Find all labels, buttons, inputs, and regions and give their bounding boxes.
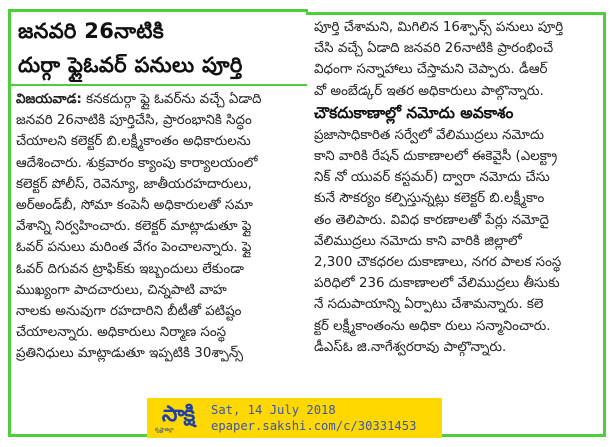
body-line: చేసి వచ్చే ఏడాది జనవరి 26నాటికి ప్రారంభించే (314, 41, 554, 57)
body-line: అర్అండ్‌బీ, సోమా కంపెనీ అధికారులతో సమా (16, 198, 253, 214)
body-line: వో అంబేడ్కర్ ఇతర అధికారులు పాల్గొన్నారు. (314, 83, 544, 99)
logo-wordmark: సాక్షి (161, 402, 195, 427)
epaper-source-badge (147, 398, 442, 438)
body-line: ఓవర్ పనులు మరింత వేగం పెంచాలన్నారు. ఫ్లై (16, 240, 252, 256)
body-line: వేశాన్ని నిర్వహించారు. కలెక్టర్ మాట్లాడుతూ ఫ్లై (16, 219, 252, 235)
body-line: జనవరి 26నాటికి పూర్తిచేసి, ప్రారంభానికి సిద్ధం (16, 113, 252, 129)
dateline: విజయవాడ: (16, 92, 82, 107)
logo-edition: కృష్ణాజిల్లా (155, 427, 174, 433)
body-line: 2,300 చౌకధరల దుకాణాలు, నగర పాలక సంస్థ (314, 255, 562, 271)
body-line: పరిధిలో 236 దుకాణాలలో వేలిముద్రలు తీసుకు (314, 276, 560, 292)
body-line: వేలిముద్రలు నమోదు కాని వారికి జిల్లాలో (314, 233, 522, 249)
epaper-url[interactable]: epaper.sakshi.com/c/30331453 (211, 419, 417, 433)
publication-date: Sat, 14 July 2018 (211, 403, 336, 417)
body-line: పూర్తి చేశామని, మిగిలిన 16శ్పాన్స్ పనులు పూర్తి (314, 20, 564, 35)
body-line: విధంగా సన్నాహాలు చేస్తామని చెప్పారు. డీఆర్ (314, 62, 548, 78)
body-line: తం తెలిపారు. వివిధ కారణాలతో పేర్లు నమోదై (314, 212, 549, 228)
body-line: నిక్ నో యువర్ కస్టమర్) ద్వారా నమోదు చేసు (314, 170, 550, 186)
body-line: క్టర్ లక్ష్మీకాంతంను అధికా రులు సన్మానించారు. (314, 318, 551, 334)
body-line: నే సదుపాయాన్ని ఏర్పాటు చేశామన్నారు. కలె (314, 297, 544, 313)
body-line: డీఎస్‌ఓ జి.నాగేశ్వరరావు పాల్గొన్నారు. (314, 339, 507, 355)
body-line: కలెక్టర్ పోలీస్, రెవెన్యూ, జాతీయరహదారులు, (16, 176, 252, 192)
body-line: విజయవాడ: కనకదుర్గా ఫ్లై ఓవర్‌ను వచ్చే ఏడాది (16, 92, 262, 107)
article-column-left (16, 89, 302, 365)
body-line: చేయాలని కలెక్టర్ బి.లక్ష్మీకాంతం అధికారులను (16, 134, 251, 150)
article-headline (18, 14, 303, 82)
body-line: నాలకు అనువుగా రహదారిని బీటీతో పటిష్టం (16, 304, 242, 320)
article-subheading: చౌకదుకాణాల్లో నమోదు అవకాశం (314, 103, 514, 122)
headline-line-2: దుర్గా ఫ్లైఓవర్ పనులు పూర్తి (18, 53, 243, 77)
body-line: చేయాలన్నారు. అధికారులు నిర్మాణ సంస్థ (16, 325, 227, 341)
body-line: కునే సౌకర్యం కల్పిస్తున్నట్లు కలెక్టర్ బి.లక్ష్మీకాం (314, 191, 545, 207)
body-line: ప్రజాసాధికారిత సర్వేలో వేలిముద్రలు నమోదు (314, 127, 545, 143)
headline-line-1: జనవరి 26నాటికి (18, 19, 165, 43)
body-line: కాని వారికి రేషన్ దుకాణాలలో ఈకెవైసీ (ఎలక్ట్రా (314, 149, 558, 165)
sakshi-logo (147, 398, 209, 438)
body-line: ప్రతినిధులు మాట్లాడుతూ ఇప్పటికి 30శ్పాన్స్ (16, 346, 244, 362)
source-info (209, 402, 416, 434)
headline-divider (11, 84, 307, 86)
article-column-right (314, 17, 600, 358)
body-line: ముఖ్యంగా పాదచారులు, చిన్నపాటి వాహ (16, 282, 227, 298)
body-line: ఓవర్ దిగువన ట్రాఫిక్‌కు ఇబ్బందులు లేకుండా (16, 261, 244, 277)
body-line: ఆదేశించారు. శుక్రవారం క్యాంపు కార్యాలయంలో (16, 155, 258, 171)
